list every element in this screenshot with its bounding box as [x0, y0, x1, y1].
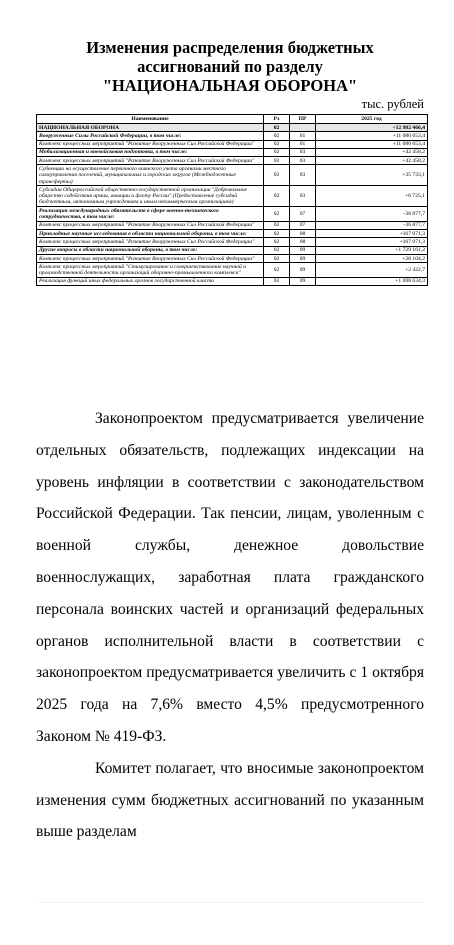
budget-table — [36, 114, 428, 286]
title-line-3: "НАЦИОНАЛЬНАЯ ОБОРОНА" — [102, 76, 358, 95]
row-name: Вооруженные Силы Российской Федерации, в том числе: — [37, 132, 264, 140]
row-name: Комплекс процессных мероприятий "Развитие Вооруженных Сил Российской Федерации" — [37, 221, 264, 229]
row-name: Реализация международных обязательств в сфере военно-технического сотрудничества, в том числе: — [37, 207, 264, 222]
table-header-row — [37, 115, 428, 124]
row-name: Субвенции на осуществление первичного воинского учета органами местного самоуправления поселений, муниципальных и городских округов (Межбюджетные трансферты) — [37, 165, 264, 186]
row-rz: 02 — [264, 148, 290, 156]
row-rz: 02 — [264, 238, 290, 246]
paragraph-1: Законопроектом предусматривается увеличение отдельных обязательств, подлежащих индексации на уровень инфляции в соответствии с законодательством Российской Федерации. Так пенсии, лицам, уволенным с военной службы, денежное довольствие военнослужащих, заработная плата гражданского персонала воинских частей и организаций федеральных органов исполнительной власти в соответствии с законопроектом предусматривается увеличить с 1 октября 2025 года на 7,6% вместо 4,5% предусмотренного Законом № 419-ФЗ. — [36, 410, 424, 745]
unit-label: тыс. рублей — [361, 97, 424, 111]
row-rz: 02 — [264, 277, 290, 285]
row-name: Мобилизационная и вневойсковая подготовка, в том числе: — [37, 148, 264, 156]
table-row — [37, 263, 428, 278]
row-name: Комплекс процессных мероприятий "Развитие Вооруженных Сил Российской Федерации" — [37, 238, 264, 246]
row-rz: 02 — [264, 230, 290, 238]
row-pr: 07 — [290, 221, 316, 229]
row-rz: 02 — [264, 165, 290, 186]
table-row — [37, 255, 428, 263]
row-pr — [290, 124, 316, 132]
header-pr: ПР — [290, 115, 316, 124]
table-row — [37, 277, 428, 285]
row-pr: 09 — [290, 255, 316, 263]
row-rz: 02 — [264, 255, 290, 263]
row-pr: 08 — [290, 230, 316, 238]
table-row — [37, 207, 428, 222]
row-pr: 07 — [290, 207, 316, 222]
row-rz: 02 — [264, 132, 290, 140]
row-pr: 01 — [290, 132, 316, 140]
table-body — [37, 124, 428, 286]
table-row — [37, 148, 428, 156]
table-row — [37, 238, 428, 246]
row-amount: +28 104,2 — [316, 255, 428, 263]
row-pr: 03 — [290, 186, 316, 207]
row-amount: +11 080 653,4 — [316, 132, 428, 140]
row-pr: 08 — [290, 238, 316, 246]
row-name: Реализация функций иных федеральных органов государственной власти — [37, 277, 264, 285]
table-row — [37, 186, 428, 207]
row-name: Другие вопросы в области национальной обороны, в том числе: — [37, 246, 264, 254]
row-rz: 02 — [264, 124, 290, 132]
title-line-1: Изменения распределения бюджетных — [86, 38, 374, 57]
paragraph-2: Комитет полагает, что вносимые законопроектом изменения сумм бюджетных ассигнований по указанным выше разделам — [36, 759, 424, 841]
table-row — [37, 157, 428, 165]
table-row — [37, 165, 428, 186]
row-name: Комплекс процессных мероприятий "Стимулирование и совершенствование научной и производственной деятельности организаций оборонно-промышленного комплекса" — [37, 263, 264, 278]
table-row — [37, 132, 428, 140]
row-amount: +35 733,1 — [316, 165, 428, 186]
row-pr: 09 — [290, 263, 316, 278]
document-title — [20, 38, 440, 95]
row-amount: +167 071,3 — [316, 238, 428, 246]
row-amount: +2 422,7 — [316, 263, 428, 278]
row-rz: 02 — [264, 186, 290, 207]
header-rz: Рз — [264, 115, 290, 124]
row-amount: +6 725,1 — [316, 186, 428, 207]
row-amount: +12 982 466,4 — [316, 124, 428, 132]
table-row — [37, 246, 428, 254]
row-rz: 02 — [264, 221, 290, 229]
row-name: НАЦИОНАЛЬНАЯ ОБОРОНА — [37, 124, 264, 132]
row-pr: 01 — [290, 140, 316, 148]
row-name: Комплекс процессных мероприятий "Развитие Вооруженных Сил Российской Федерации" — [37, 157, 264, 165]
row-amount: +167 071,3 — [316, 230, 428, 238]
row-pr: 09 — [290, 246, 316, 254]
row-rz: 02 — [264, 207, 290, 222]
row-rz: 02 — [264, 246, 290, 254]
row-amount: -36 877,7 — [316, 221, 428, 229]
row-amount: +11 080 653,4 — [316, 140, 428, 148]
row-rz: 02 — [264, 157, 290, 165]
table-row — [37, 221, 428, 229]
title-line-2: ассигнований по разделу — [137, 57, 323, 76]
row-name: Комплекс процессных мероприятий "Развитие Вооруженных Сил Российской Федерации" — [37, 255, 264, 263]
row-amount: -36 877,7 — [316, 207, 428, 222]
row-pr: 03 — [290, 148, 316, 156]
page-bottom-rule — [36, 902, 424, 903]
row-amount: +1 729 161,2 — [316, 246, 428, 254]
row-pr: 09 — [290, 277, 316, 285]
table-row — [37, 124, 428, 132]
row-amount: +1 698 634,3 — [316, 277, 428, 285]
header-year: 2025 год — [316, 115, 428, 124]
row-rz: 02 — [264, 263, 290, 278]
table-row — [37, 140, 428, 148]
row-name: Комплекс процессных мероприятий "Развитие Вооруженных Сил Российской Федерации" — [37, 140, 264, 148]
row-name: Субсидии Общероссийской общественно-государственной организации "Добровольное общество содействия армии, авиации и флоту России" (Предоставление субсидий бюджетным, автономным учреждениям и иным некоммерческим организациям) — [37, 186, 264, 207]
body-text — [36, 403, 424, 848]
row-amount: +42 458,2 — [316, 148, 428, 156]
row-pr: 03 — [290, 157, 316, 165]
table-row — [37, 230, 428, 238]
row-rz: 02 — [264, 140, 290, 148]
header-name: Наименование — [37, 115, 264, 124]
row-pr: 03 — [290, 165, 316, 186]
row-name: Прикладные научные исследования в области национальной обороны, в том числе: — [37, 230, 264, 238]
row-amount: +42 458,2 — [316, 157, 428, 165]
